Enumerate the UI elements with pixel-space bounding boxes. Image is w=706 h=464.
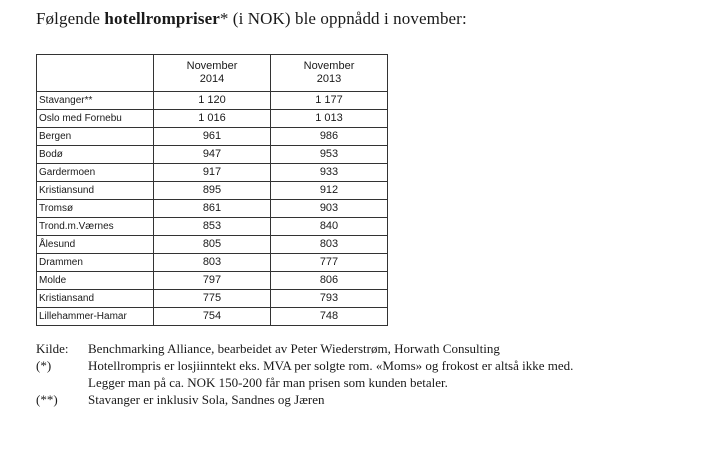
row-city: Drammen	[37, 254, 154, 272]
note-source	[36, 340, 573, 357]
note-double-star-label: (**)	[36, 392, 58, 407]
row-value-2014: 754	[154, 308, 271, 326]
row-city: Tromsø	[37, 200, 154, 218]
header-2013	[271, 55, 388, 92]
row-value-2014: 947	[154, 146, 271, 164]
table-row	[37, 272, 388, 290]
row-value-2014: 917	[154, 164, 271, 182]
row-value-2014: 775	[154, 290, 271, 308]
table-row	[37, 218, 388, 236]
row-city: Stavanger**	[37, 92, 154, 110]
header-city	[37, 55, 154, 92]
table-body	[37, 92, 388, 326]
row-value-2014: 861	[154, 200, 271, 218]
row-city: Molde	[37, 272, 154, 290]
header-2013-year: 2013	[316, 73, 342, 85]
note-star-label: (*)	[36, 358, 52, 373]
row-value-2014: 1 120	[154, 92, 271, 110]
row-city: Lillehammer-Hamar	[37, 308, 154, 326]
note-star-text-1: Hotellrompris er losjiinntekt eks. MVA per solgte rom. «Moms» og frokost er altså ikke med.	[88, 358, 574, 373]
row-value-2014: 803	[154, 254, 271, 272]
table-row	[37, 92, 388, 110]
table-row	[37, 308, 388, 326]
row-city: Ålesund	[37, 236, 154, 254]
table-row	[37, 254, 388, 272]
note-star-text-2: Legger man på ca. NOK 150-200 får man prisen som kunden betaler.	[88, 375, 448, 390]
header-2013-month: November	[303, 60, 355, 72]
row-value-2014: 1 016	[154, 110, 271, 128]
note-source-text: Benchmarking Alliance, bearbeidet av Peter Wiederstrøm, Horwath Consulting	[88, 341, 500, 356]
table-row	[37, 110, 388, 128]
row-value-2013: 803	[271, 236, 388, 254]
row-value-2014: 797	[154, 272, 271, 290]
row-city: Bergen	[37, 128, 154, 146]
note-double-star-text: Stavanger er inklusiv Sola, Sandnes og Jæren	[88, 392, 325, 407]
row-value-2013: 933	[271, 164, 388, 182]
row-value-2013: 986	[271, 128, 388, 146]
header-2014-month: November	[186, 60, 238, 72]
row-value-2014: 805	[154, 236, 271, 254]
heading-bold: hotellrompriser	[104, 9, 220, 28]
notes	[36, 340, 573, 408]
row-city: Gardermoen	[37, 164, 154, 182]
table-header-row	[37, 55, 388, 92]
note-double-star	[36, 391, 573, 408]
note-star	[36, 357, 573, 374]
header-2014	[154, 55, 271, 92]
row-value-2013: 903	[271, 200, 388, 218]
row-value-2014: 895	[154, 182, 271, 200]
row-value-2013: 1 177	[271, 92, 388, 110]
header-2014-year: 2014	[199, 73, 225, 85]
row-value-2013: 953	[271, 146, 388, 164]
hotel-price-table	[36, 54, 388, 326]
row-city: Kristiansund	[37, 182, 154, 200]
row-value-2013: 806	[271, 272, 388, 290]
page-heading	[36, 9, 467, 29]
table-row	[37, 200, 388, 218]
row-value-2013: 748	[271, 308, 388, 326]
row-value-2013: 1 013	[271, 110, 388, 128]
table-row	[37, 164, 388, 182]
row-value-2013: 840	[271, 218, 388, 236]
table-row	[37, 236, 388, 254]
row-value-2013: 793	[271, 290, 388, 308]
row-value-2013: 912	[271, 182, 388, 200]
row-value-2013: 777	[271, 254, 388, 272]
row-city: Bodø	[37, 146, 154, 164]
row-value-2014: 853	[154, 218, 271, 236]
heading-prefix: Følgende	[36, 9, 105, 28]
row-value-2014: 961	[154, 128, 271, 146]
table-row	[37, 290, 388, 308]
row-city: Oslo med Fornebu	[37, 110, 154, 128]
table-row	[37, 128, 388, 146]
heading-suffix: * (i NOK) ble oppnådd i november:	[219, 9, 467, 28]
table-row	[37, 182, 388, 200]
note-source-label: Kilde:	[36, 341, 69, 356]
row-city: Trond.m.Værnes	[37, 218, 154, 236]
row-city: Kristiansand	[37, 290, 154, 308]
table-row	[37, 146, 388, 164]
